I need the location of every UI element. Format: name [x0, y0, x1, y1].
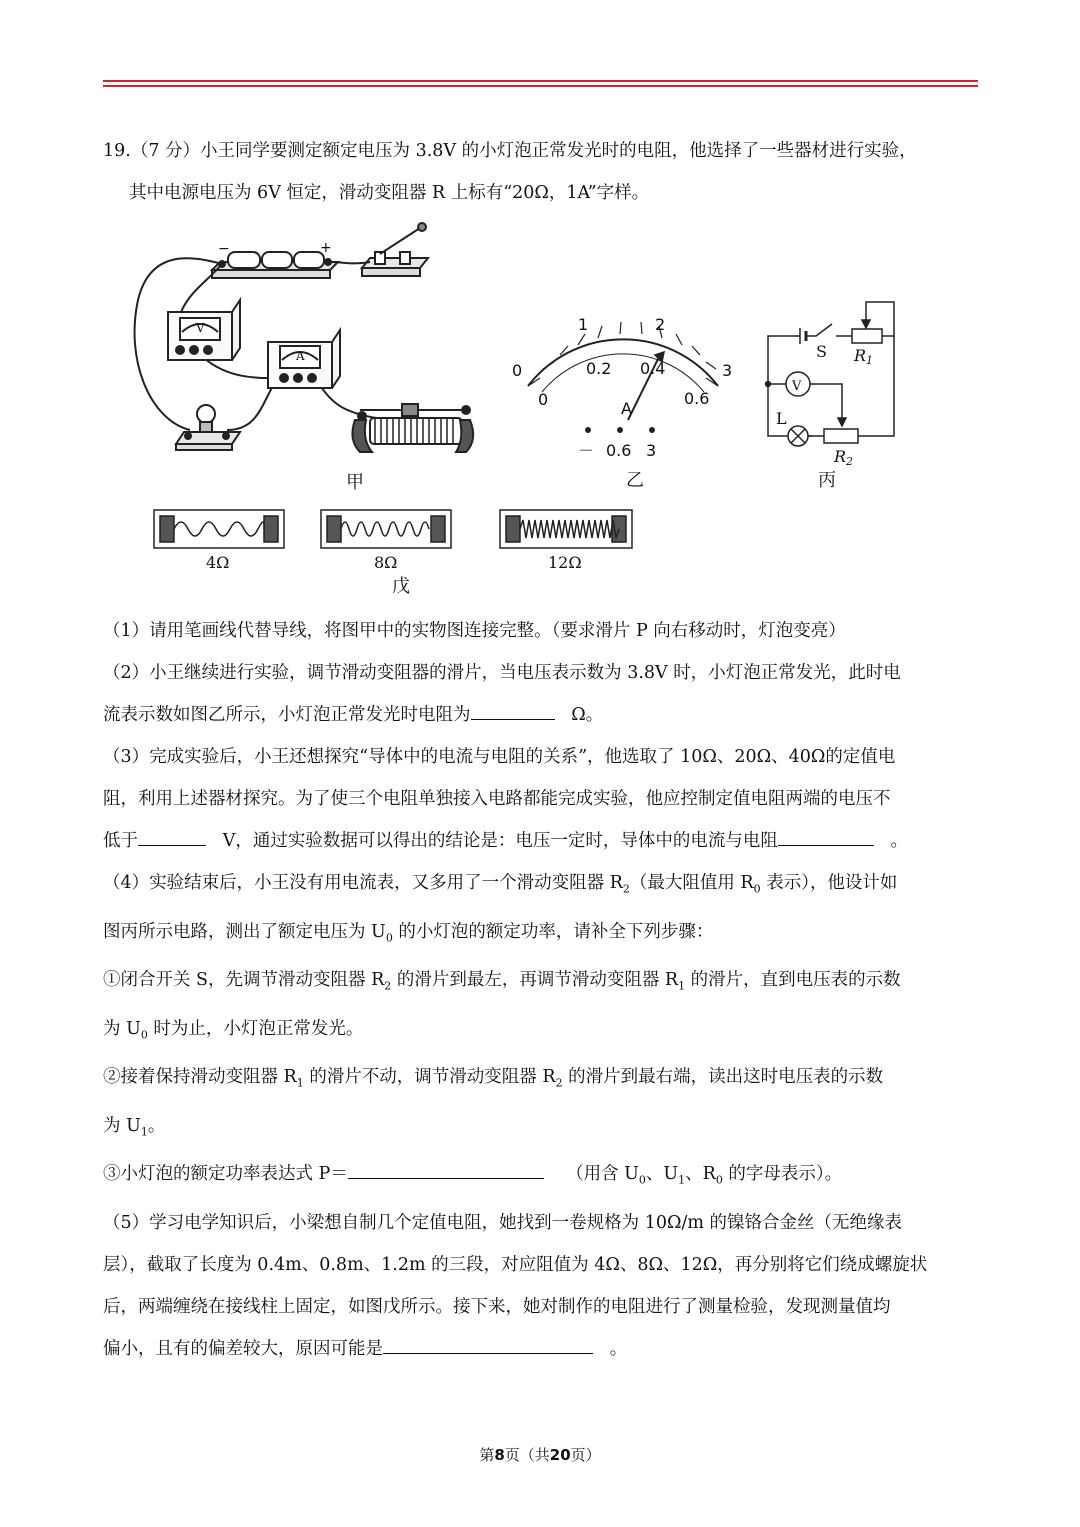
dial-bottom-3: 0.6 [684, 389, 710, 408]
part-4a: （4）实验结束后，小王没有用电流表，又多用了一个滑动变阻器 $R_2$（最大阻值用 $R_0$ 表示），他设计如 [103, 873, 898, 896]
label-V: V [792, 379, 802, 394]
lamp-board [176, 405, 240, 450]
step-2a: ②接着保持滑动变阻器 $R_1$ 的滑片不动，调节滑动变阻器 $R_2$ 的滑片到最右端，读出这时电压表的示数 [103, 1067, 884, 1090]
battery-plus-label: + [320, 240, 332, 256]
answer-blank-resistance[interactable] [471, 701, 555, 720]
answer-blank-relation[interactable] [778, 827, 874, 846]
label-L: L [776, 409, 787, 428]
r1-resistor [852, 329, 882, 343]
question-header-cont: 其中电源电压为 6V 恒定，滑动变阻器 R 上标有“20Ω，1A”字样。 [129, 183, 650, 203]
part-1: （1）请用笔画线代替导线，将图甲中的实物图连接完整。（要求滑片 P 向右移动时，灯泡变亮） [103, 621, 846, 641]
answer-blank-power[interactable] [348, 1160, 544, 1179]
coil-8-ohm [321, 510, 451, 548]
step-1a: ①闭合开关 S，先调节滑动变阻器 $R_2$ 的滑片到最左，再调节滑动变阻器 $R_1$ 的滑片，直到电压表的示数 [103, 970, 901, 993]
terminal-06: 0.6 [606, 441, 632, 460]
terminal-3: 3 [646, 441, 657, 460]
step-2b: 为 $U_1$。 [103, 1115, 166, 1138]
part-5d: 偏小，且有的偏差较大，原因可能是 。 [103, 1328, 979, 1370]
page-number: 8 [494, 1446, 505, 1464]
part-2b-unit: Ω。 [571, 705, 604, 725]
dial-bottom-1: 0.2 [586, 359, 612, 378]
dial-bottom-0: 0 [538, 390, 549, 409]
figure-jia [135, 223, 474, 452]
terminal-neg: － [578, 441, 595, 460]
figure-wu-label: 戊 [392, 576, 410, 597]
answer-blank-voltage[interactable] [138, 827, 206, 846]
step-3: ③小灯泡的额定功率表达式 P＝ （用含 $U_0$、$U_1$、$R_0$ 的字母表示）。 [103, 1153, 979, 1202]
dial-labels [512, 315, 732, 460]
coil-4-ohm [154, 510, 284, 548]
question-header: 19.（7 分）小王同学要测定额定电压为 3.8V 的小灯泡正常发光时的电阻，他选择了一些器材进行实验， [103, 141, 917, 161]
part-5b: 层），截取了长度为 0.4m、0.8m、1.2m 的三段，对应阻值为 4Ω、8Ω、12Ω，再分别将它们绕成螺旋状 [103, 1254, 928, 1275]
sub-questions [103, 610, 979, 1370]
circuit-labels [776, 342, 873, 468]
part-3b: 阻，利用上述器材探究。为了使三个电阻单独接入电路都能完成实验，他应控制定值电阻两端的电压不 [103, 789, 891, 809]
answer-blank-reason[interactable] [383, 1335, 593, 1354]
figure-wu [154, 510, 632, 548]
part-3a: （3）完成实验后，小王还想探究“导体中的电流与电阻的关系”，他选取了 10Ω、20Ω、40Ω的定值电 [103, 747, 896, 767]
dial-bottom-2: 0.4 [640, 359, 666, 378]
label-R1: R1 [854, 346, 874, 367]
part-5c: 后，两端缠绕在接线柱上固定，如图戊所示。接下来，她对制作的电阻进行了测量检验，发现测量值均 [103, 1296, 891, 1317]
part-5a: （5）学习电学知识后，小梁想自制几个定值电阻，她找到一卷规格为 10Ω/m 的镍铬合金丝（无绝缘表 [103, 1212, 903, 1233]
figure-yi-label: 乙 [626, 470, 644, 491]
part-4b: 图丙所示电路，测出了额定电压为 $U_0$ 的小灯泡的额定功率，请补全下列步骤： [103, 921, 714, 944]
dial-top-3: 3 [722, 361, 733, 380]
ammeter [268, 330, 340, 388]
voltmeter [168, 300, 240, 360]
figure-jia-label: 甲 [346, 472, 364, 493]
r2-resistor [824, 429, 858, 443]
dial-unit: A [621, 399, 632, 418]
part-2b-text: 流表示数如图乙所示，小灯泡正常发光时电阻为 [103, 705, 471, 725]
coil-12-ohm [500, 510, 632, 548]
battery-pack [212, 240, 338, 278]
part-3c-post: 。 [890, 831, 909, 851]
coil-label-4: 4Ω [206, 553, 230, 572]
part-3c-mid: V，通过实验数据可以得出的结论是：电压一定时，导体中的电流与电阻 [222, 831, 778, 851]
part-3c-pre: 低于 [103, 831, 138, 851]
sliding-rheostat [352, 404, 473, 452]
coil-labels [206, 553, 582, 572]
figures-area [0, 0, 1080, 600]
label-R2: R2 [834, 447, 854, 468]
ammeter-label: A [296, 349, 305, 363]
dial-top-0: 0 [512, 361, 523, 380]
part-2a: （2）小王继续进行实验，调节滑动变阻器的滑片，当电压表示数为 3.8V 时，小灯泡正常发光，此时电 [103, 663, 901, 683]
dial-top-2: 2 [655, 315, 666, 334]
page-footer: 第8页（共20页） [479, 1446, 601, 1464]
part-2b [103, 694, 979, 736]
step-1b: 为 $U_0$ 时为止，小灯泡正常发光。 [103, 1018, 364, 1041]
knife-switch [362, 223, 428, 276]
label-S: S [816, 342, 827, 361]
coil-label-12: 12Ω [548, 553, 582, 572]
page-total: 20 [549, 1446, 571, 1464]
battery-minus-label: − [218, 241, 230, 257]
part-3c [103, 820, 979, 862]
figure-bing-label: 丙 [818, 470, 836, 491]
coil-label-8: 8Ω [374, 553, 398, 572]
voltmeter-label: V [196, 321, 205, 335]
dial-top-1: 1 [578, 315, 589, 334]
